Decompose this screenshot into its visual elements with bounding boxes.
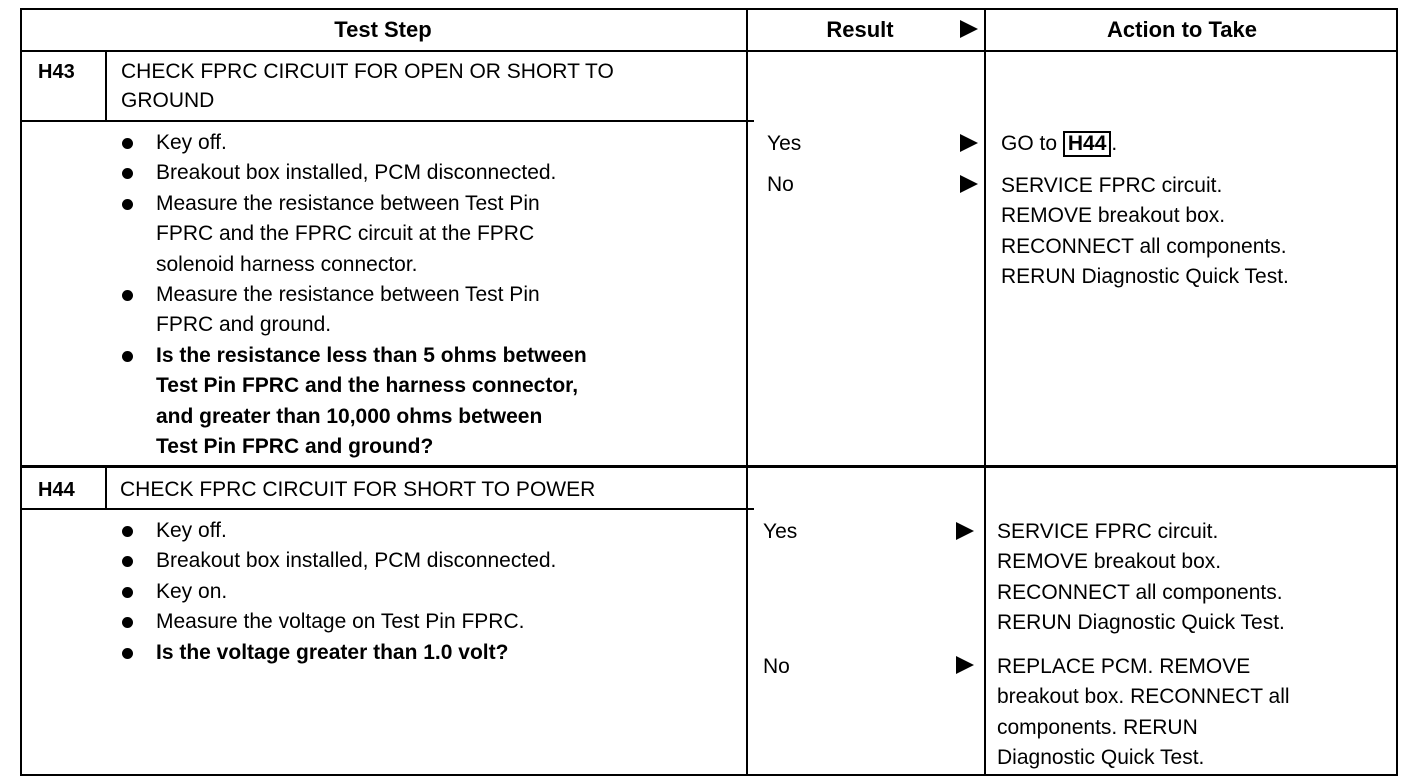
list-item: Measure the resistance between Test Pin FPRC and the FPRC circuit at the FPRC solenoid harness connector. — [116, 189, 587, 280]
bullet-icon — [122, 556, 133, 567]
step-title-h43-line2: GROUND — [121, 89, 215, 112]
h44-title-divider — [20, 508, 754, 510]
step-title-h43-line1: CHECK FPRC CIRCUIT FOR OPEN OR SHORT TO — [121, 60, 614, 83]
list-item-question: Is the resistance less than 5 ohms between Test Pin FPRC and the harness connector, and greater than 10,000 ohms between Test Pin FPRC and ground? — [116, 341, 587, 463]
list-item: Measure the voltage on Test Pin FPRC. — [116, 607, 556, 637]
bullet-icon — [122, 526, 133, 537]
h44-no-action: REPLACE PCM. REMOVE breakout box. RECONNECT all components. RERUN Diagnostic Quick Test. — [997, 655, 1290, 770]
step-id-h44: H44 — [38, 479, 75, 501]
h43-yes-arrow-icon — [960, 134, 978, 152]
bullet-icon — [122, 168, 133, 179]
h44-yes-arrow-icon — [956, 522, 974, 540]
bullet-icon — [122, 617, 133, 628]
h43-bullet-list — [116, 128, 587, 462]
h44-id-divider — [105, 466, 107, 508]
h43-title-divider — [20, 120, 754, 122]
h44-no-arrow-icon — [956, 656, 974, 674]
step-ref-h44[interactable]: H44 — [1063, 131, 1112, 157]
h43-result-no: No — [767, 173, 794, 196]
header-divider — [20, 50, 1398, 52]
h44-yes-action: SERVICE FPRC circuit. REMOVE breakout box. RECONNECT all components. RERUN Diagnostic Quick Test. — [997, 520, 1285, 635]
header-test-step: Test Step — [334, 17, 432, 42]
h44-result-no: No — [763, 655, 790, 678]
bullet-icon — [122, 199, 133, 210]
h44-bullet-list — [116, 516, 556, 668]
step-title-h44: CHECK FPRC CIRCUIT FOR SHORT TO POWER — [120, 478, 596, 501]
list-item: Breakout box installed, PCM disconnected. — [116, 546, 556, 576]
header-arrow-icon — [960, 20, 978, 38]
h43-no-arrow-icon — [960, 175, 978, 193]
step-id-h43: H43 — [38, 61, 75, 83]
bullet-icon — [122, 290, 133, 301]
h43-yes-action: GO to H44 . — [1001, 132, 1118, 155]
list-item-question: Is the voltage greater than 1.0 volt? — [116, 638, 556, 668]
bullet-icon — [122, 138, 133, 149]
h44-result-yes: Yes — [763, 520, 798, 543]
list-item: Key off. — [116, 516, 556, 546]
list-item: Key on. — [116, 577, 556, 607]
h43-no-action: SERVICE FPRC circuit. REMOVE breakout box. RECONNECT all components. RERUN Diagnostic Quick Test. — [1001, 174, 1289, 289]
bullet-icon — [122, 351, 133, 362]
col-divider-result — [984, 8, 986, 776]
col-divider-step — [746, 8, 748, 776]
list-item: Key off. — [116, 128, 587, 158]
h43-id-divider — [105, 50, 107, 120]
bullet-icon — [122, 648, 133, 659]
list-item: Measure the resistance between Test Pin FPRC and ground. — [116, 280, 587, 341]
bullet-icon — [122, 587, 133, 598]
h43-result-yes: Yes — [767, 132, 802, 155]
step-separator — [20, 465, 1398, 468]
list-item: Breakout box installed, PCM disconnected. — [116, 158, 587, 188]
header-action: Action to Take — [1107, 17, 1257, 42]
header-result: Result — [826, 17, 894, 42]
